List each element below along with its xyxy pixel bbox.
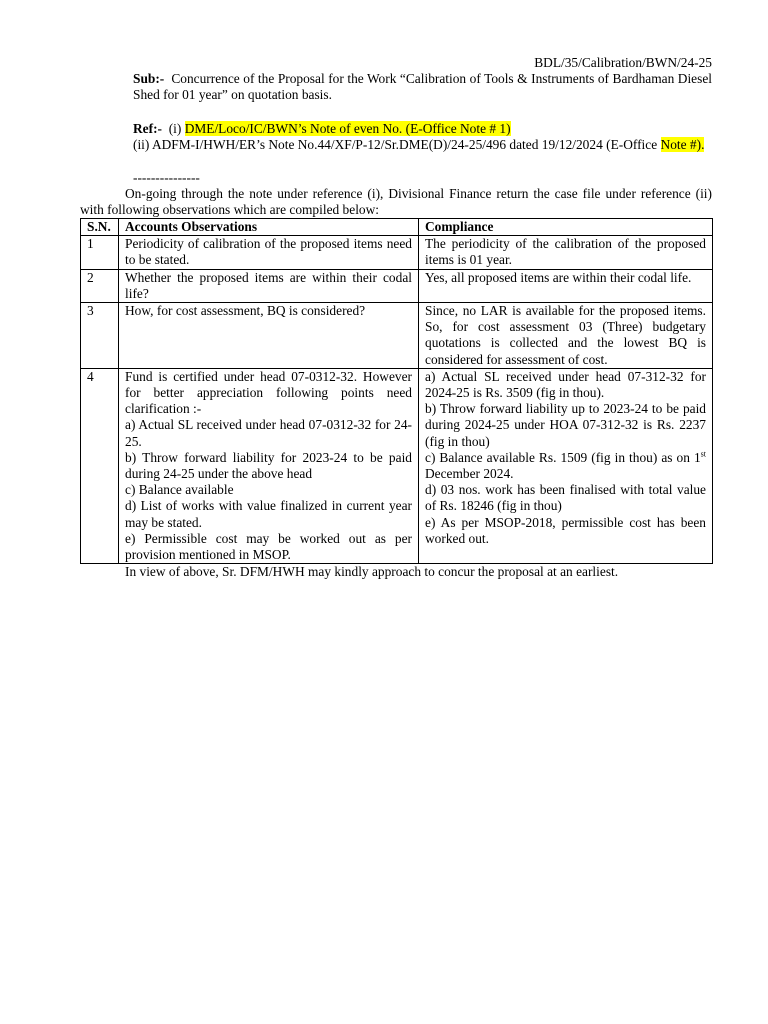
- observation-intro: Fund is certified under head 07-0312-32. However for better appreciation following points need clarification :-: [125, 368, 412, 417]
- header-compliance: Compliance: [419, 219, 713, 236]
- reference-1: [133, 121, 712, 137]
- row-compliance: Yes, all proposed items are within their codal life.: [419, 269, 713, 302]
- compliance-point-d: d) 03 nos. work has been finalised with total value of Rs. 18246 (fig in thou): [425, 482, 706, 514]
- compliance-c-ordinal: st: [700, 449, 706, 459]
- reference-label: Ref:-: [133, 121, 162, 136]
- header-sn: S.N.: [81, 219, 119, 236]
- table-header-row: [81, 219, 713, 236]
- observation-point-e: e) Permissible cost may be worked out as per provision mentioned in MSOP.: [125, 530, 412, 563]
- table-row: [81, 303, 713, 369]
- subject-label: Sub:-: [133, 71, 165, 86]
- table-row: [81, 269, 713, 302]
- row-observation: Periodicity of calibration of the proposed items need to be stated.: [119, 236, 419, 269]
- compliance-point-b: b) Throw forward liability up to 2023-24 to be paid during 2024-25 under HOA 07-312-32 is Rs. 2237 (fig in thou): [425, 401, 706, 449]
- subject-line: [133, 71, 712, 103]
- observation-point-d: d) List of works with value finalized in current year may be stated.: [125, 498, 412, 530]
- row-observation: [119, 368, 419, 563]
- row-sn: 3: [81, 303, 119, 369]
- reference-2-text: (ii) ADFM-I/HWH/ER’s Note No.44/XF/P-12/Sr.DME(D)/24-25/496 dated 19/12/2024 (E-Office: [133, 137, 658, 153]
- compliance-point-c: [425, 450, 706, 482]
- row-observation: Whether the proposed items are within their codal life?: [119, 269, 419, 302]
- table-row: [81, 368, 713, 563]
- observations-table: [80, 218, 713, 564]
- reference-1-text: DME/Loco/IC/BWN’s Note of even No. (E-Office Note # 1): [184, 121, 511, 136]
- closing-paragraph: In view of above, Sr. DFM/HWH may kindly approach to concur the proposal at an earliest.: [125, 564, 619, 579]
- subject-text: Concurrence of the Proposal for the Work “Calibration of Tools & Instruments of Bardhaman Diesel Shed for 01 year” on quotation basis.: [133, 71, 712, 103]
- table-row: [81, 236, 713, 269]
- reference-2-highlight: Note #).: [660, 137, 705, 153]
- header-accounts-observations: Accounts Observations: [119, 219, 419, 236]
- row-compliance: [419, 368, 713, 563]
- separator-line: ---------------: [133, 170, 200, 185]
- row-compliance: The periodicity of the calibration of the proposed items is 01 year.: [419, 236, 713, 269]
- compliance-point-e: e) As per MSOP-2018, permissible cost has been worked out.: [425, 514, 706, 546]
- row-observation: How, for cost assessment, BQ is considered?: [119, 303, 419, 369]
- row-sn: 2: [81, 269, 119, 302]
- reference-2: [133, 137, 712, 153]
- row-sn: 1: [81, 236, 119, 269]
- references: [133, 121, 712, 153]
- row-sn: 4: [81, 368, 119, 563]
- document-reference-number: BDL/35/Calibration/BWN/24-25: [534, 55, 712, 70]
- compliance-c-text: c) Balance available Rs. 1509 (fig in thou) as on 1: [425, 449, 701, 465]
- observation-point-b: b) Throw forward liability for 2023-24 to be paid during 24-25 under the above head: [125, 449, 412, 482]
- row-compliance: Since, no LAR is available for the proposed items. So, for cost assessment 03 (Three) budgetary quotations is collected and the lowest BQ is considered for assessment of cost.: [419, 303, 713, 369]
- compliance-c-date: December 2024.: [425, 466, 514, 482]
- reference-1-prefix: (i): [168, 121, 182, 136]
- compliance-point-a: a) Actual SL received under head 07-312-32 for 2024-25 is Rs. 3509 (fig in thou).: [425, 368, 706, 401]
- intro-paragraph: On-going through the note under reference (i), Divisional Finance return the case file under reference (ii) with following observations which are compiled below:: [80, 186, 712, 218]
- observation-point-c: c) Balance available: [125, 482, 234, 498]
- observation-point-a: a) Actual SL received under head 07-0312-32 for 24-25.: [125, 417, 412, 449]
